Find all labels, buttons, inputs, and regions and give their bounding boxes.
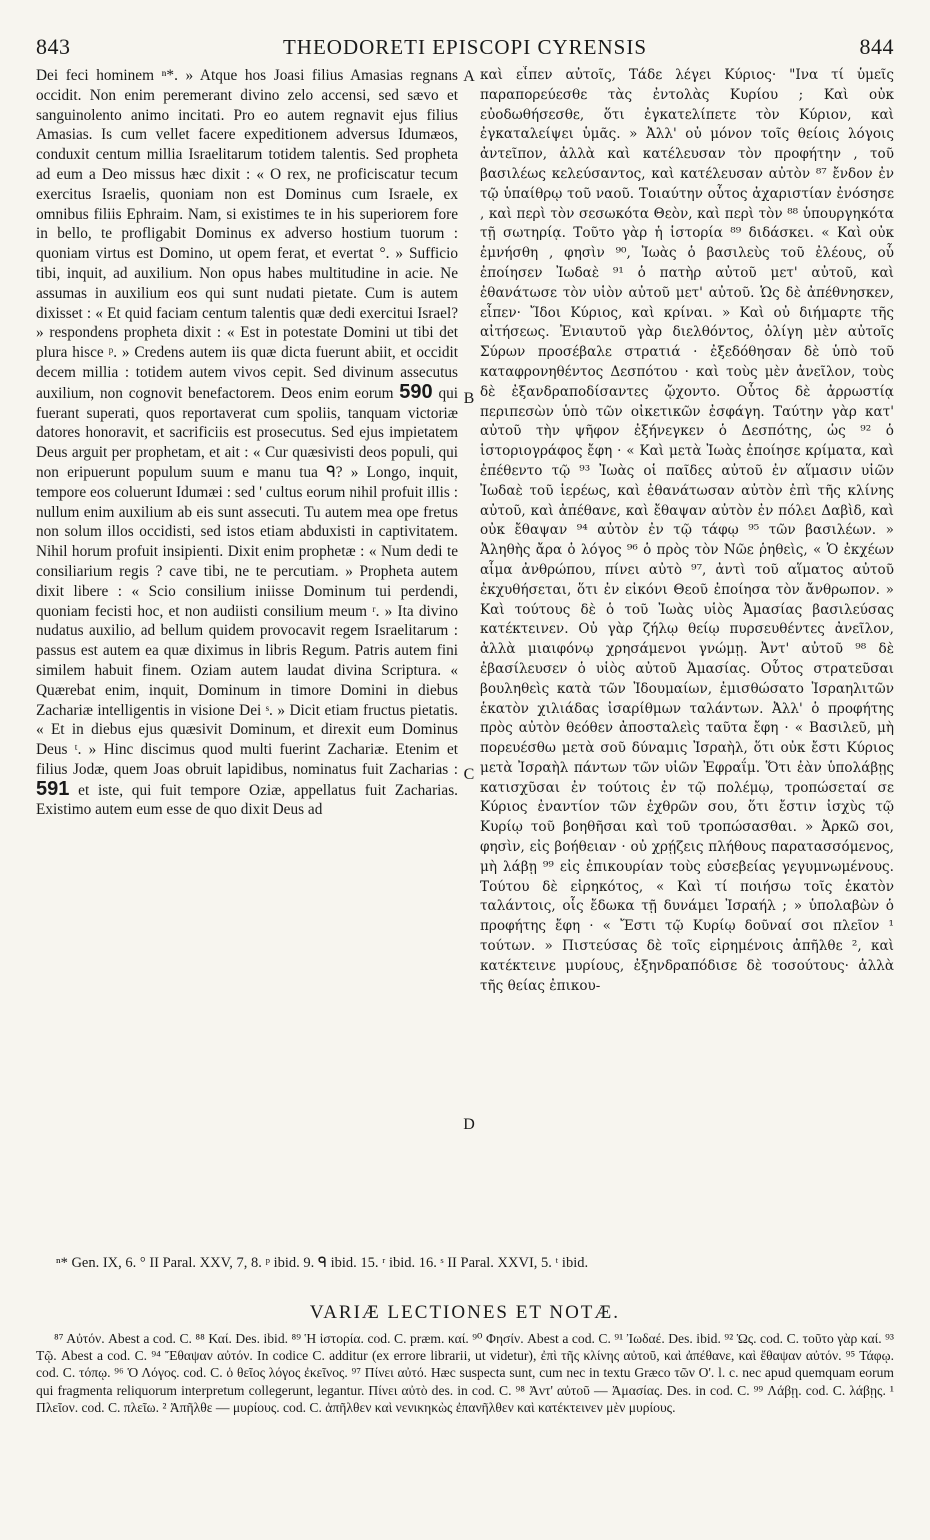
column-mark-590: 590 [399,380,433,403]
page-number-right: 844 [859,34,894,59]
latin-text-part-3: et iste, qui fuit tempore Oziæ, appellatus fuit Zacharias. Existimo autem eum esse de quo dixit Deus ad [36,781,458,819]
margin-marker-b: B [463,390,475,407]
notes-title: VARIÆ LECTIONES ET NOTÆ. [309,1302,621,1323]
scripture-footnotes [56,1254,890,1272]
latin-column [36,66,458,1246]
margin-marker-d: D [463,1116,475,1133]
page-header [36,34,894,62]
greek-text: καὶ εἶπεν αὐτοῖς, Τάδε λέγει Κύριος· "Ινα τί ὑμεῖς παραπορεύεσθε τὰς ἐντολὰς Κυρίου ; Καὶ οὐκ εὐοδωθήσεσθε, ὅτι ἐγκατελίπετε τὸν Κύριον, καὶ ἐγκαταλείψει ὑμᾶς. » Ἀλλ' οὐ μόνον τοῖς θείοις λόγοις ἀντεῖπον, ἀλλὰ καὶ κατέλευσαν τὸν προφήτην , τοῦ βασιλέως κελεύσαντος, καὶ κατέλευσαν αὐτὸν ⁸⁷ ἔνδον ἐν τῷ ὑπαίθρῳ τοῦ ναοῦ. Τοιαύτην οὗτος ἀχαριστίαν ἐνόσησε , καὶ περὶ τὸν σεσωκότα Θεὸν, καὶ περὶ τὸν ⁸⁸ ὑπουργηκότα τῇ σωτηρίᾳ. Τοῦτο γὰρ ἡ ἱστορία ⁸⁹ διδάσκει. « Καὶ οὐκ ἐμνήσθη , φησὶν ⁹⁰, Ἰωὰς ὁ βασιλεὺς τοῦ ἐλέους, οὗ ἐποίησεν Ἰωδαὲ ⁹¹ ὁ πατὴρ αὐτοῦ μετ' αὐτοῦ, καὶ ἐθανάτωσε τὸν υἱὸν αὐτοῦ μετ' αὐτοῦ. Ὡς δὲ ἀπέθνησκεν, εἶπεν· Ἴδοι Κύριος, καὶ κρίναι. » Καὶ οὐ διήμαρτε τῆς αἰτήσεως. Ἐνιαυτοῦ γὰρ διελθόντος, ὀλίγη μὲν αὐτοῖς Σύρων προσέβαλε στρατιά · ἐξεδόθησαν δὲ ὑπὸ τοῦ καταφρονηθέντος Δεσπότου · καὶ τοὺς μὲν ἀνεῖλον, τοὺς δὲ ἐξανδραποδίσαντες ᾤχοντο. Οὗτος δὲ ἀρρωστίᾳ περιπεσὼν ὑπὸ τῶν οἰκετικῶν ἐσφάγη. Ταύτην γὰρ κατ' αὐτοῦ τὴν ψῆφον ἐξήνεγκεν ὁ Δεσπότης, ὡς ⁹² ὁ ἱστοριογράφος ἔφη · « Καὶ μετὰ Ἰωὰς ἐποίησε κρίματα, καὶ ἐπέθεντο τῷ ⁹³ Ἰωὰς οἱ παῖδες αὐτοῦ ἐν αἵμασιν υἱῶν Ἰωδαὲ τοῦ ἱερέως, καὶ ἐθανάτωσαν αὐτὸν ἐπὶ τῆς κλίνης αὐτοῦ, καὶ ἀπέθανε, καὶ ἔθαψαν αὐτὸν ἐν πόλει Δαβὶδ, καὶ οὐκ ἔθαψαν ⁹⁴ αὐτὸν ἐν τῷ τάφῳ ⁹⁵ τῶν βασιλέων. » Ἀληθὴς ἄρα ὁ λόγος ⁹⁶ ὁ πρὸς τὸν Νῶε ῥηθεὶς, « Ὁ ἐκχέων αἷμα ἀνθρώπου, πίνει αὐτὸ ⁹⁷, ἀντὶ τοῦ αἵματος αὐτοῦ ἐκχυθήσεται, ὅτι ἐν εἰκόνι Θεοῦ ἐποίησα τὸν ἄνθρωπον. » Καὶ τούτους δὲ ὁ τοῦ Ἰωὰς υἱὸς Ἀμασίας βασιλεύσας κατέκτεινεν. Οὐ γὰρ ζήλῳ θείῳ πυρσευθέντες ἀνεῖλον, ἀλλὰ μιαιφόνῳ χρησάμενοι γνώμῃ. Ἀντ' αὐτοῦ ⁹⁸ δὲ ἐβασίλευσεν ὁ υἱὸς αὐτοῦ Ἀμασίας. Οὗτος στρατεῦσαι βουληθεὶς κατὰ τῶν Ἰδουμαίων, ἐμισθώσατο Ἰσραηλιτῶν ἑκατὸν χιλιάδας ἰσαρίθμων ταλάντων. Ἀλλ' ὁ προφήτης πρὸς αὐτὸν θεόθεν ἀποσταλεὶς ταῦτα ἔφη · « Βασιλεῦ, μὴ πορευέσθω μετὰ σοῦ δύναμις Ἰσραὴλ, ὅτι οὐκ ἔστι Κύριος μετὰ Ἰσραὴλ πάντων τῶν υἱῶν Ἐφραΐμ. Ὅτι ἐὰν ὑπολάβῃς κατισχῦσαι ἐν τούτοις ἐν τῷ πολέμῳ, τροπώσεταί σε Κύριος ἐναντίον τῶν ἐχθρῶν σου, ὅτι ἔστιν ἰσχὺς τῷ Κυρίῳ τοῦ βοηθῆσαι καὶ τοῦ τροπώσασθαι. » Ἀρκῶ σοι, φησὶν, εἰς βοήθειαν · οὐ χρῄζεις πλήθους παρατασσόμενος, μὴ λάβῃ ⁹⁹ εἰς ἐπικουρίαν τοὺς εὐσεβείας γεγυμνωμένους. Τούτου δὲ εἰρηκότος, « Καὶ τί ποιήσω τοῖς ἑκατὸν ταλάντοις, οἷς ἔδωκα τῇ δυνάμει Ἰσραήλ ; » ὑπολαβὼν ὁ προφήτης ἔφη · « Ἔστι τῷ Κυρίῳ δοῦναί σοι πλεῖον ¹ τούτων. » Πιστεύσας δὲ τοῖς εἰρημένοις ἀπῆλθε ², καὶ κατέκτεινε μυρίους, ἐξηνδραπόδισε δὲ τοσούτους· ἀλλὰ τῆς θείας ἐπικου- [480,67,894,994]
margin-marker-a: A [463,68,475,85]
footnote-text: ⁿ* Gen. IX, 6. ° II Paral. XXV, 7, 8. ᵖ ibid. 9. ᑫ ibid. 15. ʳ ibid. 16. ˢ II Paral. XXVI, 5. ᵗ ibid. [56,1255,589,1271]
column-mark-591: 591 [36,777,70,800]
margin-marker-c: C [463,766,475,783]
running-title: THEODORETI EPISCOPI CYRENSIS [282,35,648,59]
variant-notes [36,1330,894,1530]
latin-text [36,66,458,820]
notes-text: ⁸⁷ Αὐτόν. Abest a cod. C. ⁸⁸ Καί. Des. ibid. ⁸⁹ Ἡ ἱστορία. cod. C. præm. καί. ⁹⁰ Φησίν. Abest a cod. C. ⁹¹ Ἰωδαέ. Des. ibid. ⁹² Ὡς. cod. C. τοῦτο γὰρ καί. ⁹³ Τῷ. Abest a cod. C. ⁹⁴ Ἔθαψαν αὐτόν. In codice C. additur (ex errore librarii, ut videtur), ἐπὶ τῆς κλίνης αὐτοῦ, καὶ ἀπέθανε, καὶ ἔθαψαν αὐτόν. ⁹⁵ Τάφῳ. cod. C. τόπῳ. ⁹⁶ Ὁ Λόγος. cod. C. ὁ θεῖος λόγος ἐκεῖνος. ⁹⁷ Πίνει αὐτό. Hæc suspecta sunt, cum nec in textu Græco τῶν Ο'. l. c. nec apud quemquam eorum qui fragmenta reliquorum interpretum collegerunt, legantur. Πίνει αὐτὸ des. in cod. C. ⁹⁸ Ἀντ' αὐτοῦ — Ἀμασίας. Des. in cod. C. ⁹⁹ Λάβῃ. cod. C. λάβῃς. ¹ Πλεῖον. cod. C. πλεῖω. ² Ἀπῆλθε — μυρίους. cod. C. ἀπῆλθεν καὶ νενικηκὼς ἐπανῆλθεν καὶ κατέκτεινεν μὲν μυρίους. [36,1331,894,1415]
latin-text-part-1: Dei feci hominem ⁿ*. » Atque hos Joasi filius Amasias regnans occidit. Non enim peremerant divino zelo accensi, sed sævo et sanguinolento animo incitati. Pro eo autem regnavit ejus filius Amasias. Is cum vellet facere expeditionem adversus Idumæos, conduxit centum millia Israelitarum totidem talentis. Sed propheta ad eum a Deo missus hæc dixit : « O rex, ne proficiscatur tecum exercitus Israelis, quoniam non est Dominus cum Israele, ex omnibus filiis Ephraim. Nam, si existimes te in his superiorem fore in bello, te profligabit Dominus ex adverso hostium tuorum : quoniam virtus est Domino, ut opem ferat, et evertat °. » Sufficio tibi, inquit, ad auxilium. Non opus habes multitudine in acie. Ne assumas in auxilium eos qui sunt nudati pietate. Cum is autem dixisset : « Et quid faciam centum talentis quæ dedi exercitui Israel? » respondens propheta dixit : « Est in potestate Domini ut tibi det plura hisce ᵖ. » Credens autem iis quæ dicta fuerunt abiit, et occidit decem millia : totidem autem vivos cepit. Sed divinum assecutus auxilium, non cognovit benefactorem. Deos enim eorum [36,67,458,402]
greek-column [480,66,894,1246]
page-number-left: 843 [36,34,71,59]
latin-text-part-2: qui fuerant superati, quos reportaverat cum spoliis, tanquam victoriæ datores honoravit, et sacrificiis est prosecutus. Sed ejus impietatem Deus arguit per prophetam, et ait : « Cur quæsivisti deos populi, qui non eripuerunt populum suum e manu tua ᑫ? » Longo, inquit, tempore eos coluerunt Idumæi : sed ' cultus eorum nihil profuit illis : nullum enim auxilium ab eis sunt assecuti. Tu autem mea ope fretus non solum illos occidisti, sed istos etiam abduxisti in captivitatem. Nihil horum profuit insipienti. Dixit enim prophetæ : « Num dedi te consiliarium regis ? cave tibi, ne te percutiam. » Propheta autem dixit libere : « Scio consilium iniisse Dominum tui perdendi, quoniam fecisti hoc, et non audiisti consilium meum ʳ. » Ita divino nudatus auxilio, ad bellum quidem provocavit regem Israelitarum : passus est autem ea quæ diximus in libris Regum. Patris autem fini similem habuit finem. Oziam autem laudat divina Scriptura. « Quærebat enim, inquit, Dominum in timore Domini in diebus Zachariæ intelligentis in visione Dei ˢ. » Dicit etiam fructus pietatis. « Et in diebus ejus quæsivit Dominum, et direxit eum Dominus Deus ᵗ. » Hinc discimus quod multi fuerint Zachariæ. Etenim et filius Jodæ, quem Joas obruit lapidibus, nominatus fuit Zacharias : [36,384,458,778]
